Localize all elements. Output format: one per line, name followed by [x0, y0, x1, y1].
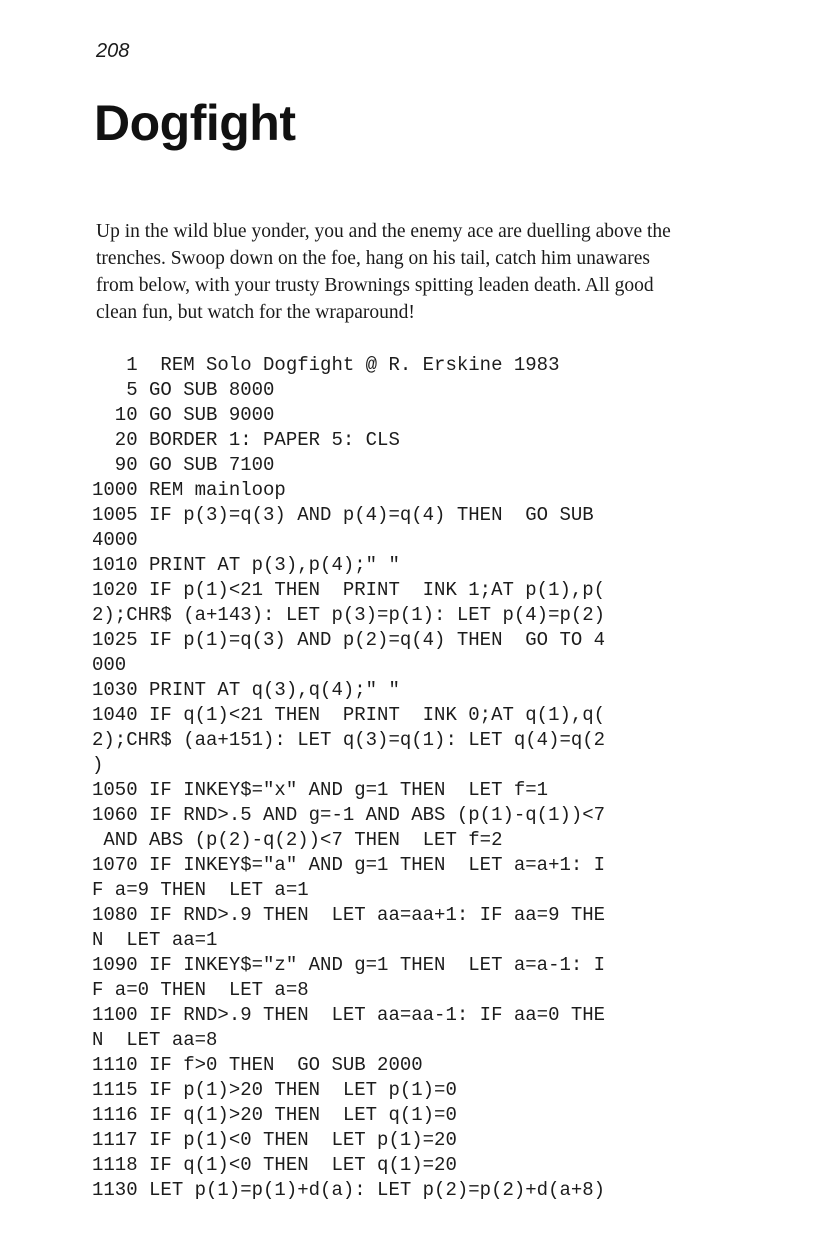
code-line: 1130 LET p(1)=p(1)+d(a): LET p(2)=p(2)+d(a+8): [92, 1179, 606, 1201]
page-title: Dogfight: [94, 95, 296, 151]
code-line: 1117 IF p(1)<0 THEN LET p(1)=20: [92, 1129, 457, 1151]
code-line: 1000 REM mainloop: [92, 479, 286, 501]
code-line: N LET aa=1: [92, 929, 218, 951]
code-line: 2);CHR$ (a+143): LET p(3)=p(1): LET p(4)=p(2): [92, 604, 606, 626]
code-line: 1005 IF p(3)=q(3) AND p(4)=q(4) THEN GO SUB: [92, 504, 594, 526]
code-line: 1115 IF p(1)>20 THEN LET p(1)=0: [92, 1079, 457, 1101]
code-line: AND ABS (p(2)-q(2))<7 THEN LET f=2: [92, 829, 503, 851]
code-line: 5 GO SUB 8000: [92, 379, 275, 401]
code-line: 1090 IF INKEY$="z" AND g=1 THEN LET a=a-1: I: [92, 954, 606, 976]
code-line: 1110 IF f>0 THEN GO SUB 2000: [92, 1054, 423, 1076]
code-line: F a=9 THEN LET a=1: [92, 879, 309, 901]
code-line: 1100 IF RND>.9 THEN LET aa=aa-1: IF aa=0 THE: [92, 1004, 606, 1026]
code-line: 20 BORDER 1: PAPER 5: CLS: [92, 429, 400, 451]
code-line: 000: [92, 654, 127, 676]
code-line: 1050 IF INKEY$="x" AND g=1 THEN LET f=1: [92, 779, 549, 801]
code-line: 4000: [92, 529, 138, 551]
code-line: 10 GO SUB 9000: [92, 404, 275, 426]
page-number: 208: [96, 40, 130, 62]
intro-line: trenches. Swoop down on the foe, hang on his tail, catch him unawares: [96, 248, 650, 269]
code-line: 1116 IF q(1)>20 THEN LET q(1)=0: [92, 1104, 457, 1126]
code-line: ): [92, 754, 104, 776]
code-line: 1 REM Solo Dogfight @ R. Erskine 1983: [92, 354, 560, 376]
code-line: 1118 IF q(1)<0 THEN LET q(1)=20: [92, 1154, 457, 1176]
intro-line: clean fun, but watch for the wraparound!: [96, 302, 415, 323]
code-line: 1080 IF RND>.9 THEN LET aa=aa+1: IF aa=9 THE: [92, 904, 606, 926]
code-line: 1060 IF RND>.5 AND g=-1 AND ABS (p(1)-q(1))<7: [92, 804, 606, 826]
code-line: 1010 PRINT AT p(3),p(4);" ": [92, 554, 400, 576]
intro-paragraph: [96, 218, 776, 326]
code-line: 1020 IF p(1)<21 THEN PRINT INK 1;AT p(1),p(: [92, 579, 606, 601]
code-line: 2);CHR$ (aa+151): LET q(3)=q(1): LET q(4)=q(2: [92, 729, 606, 751]
intro-line: Up in the wild blue yonder, you and the enemy ace are duelling above the: [96, 221, 671, 242]
basic-program-listing: [92, 353, 605, 1203]
code-line: F a=0 THEN LET a=8: [92, 979, 309, 1001]
code-line: 1070 IF INKEY$="a" AND g=1 THEN LET a=a+1: I: [92, 854, 606, 876]
intro-line: from below, with your trusty Brownings spitting leaden death. All good: [96, 275, 654, 296]
code-line: N LET aa=8: [92, 1029, 218, 1051]
code-line: 90 GO SUB 7100: [92, 454, 275, 476]
code-line: 1040 IF q(1)<21 THEN PRINT INK 0;AT q(1),q(: [92, 704, 606, 726]
code-line: 1030 PRINT AT q(3),q(4);" ": [92, 679, 400, 701]
code-line: 1025 IF p(1)=q(3) AND p(2)=q(4) THEN GO TO 4: [92, 629, 606, 651]
